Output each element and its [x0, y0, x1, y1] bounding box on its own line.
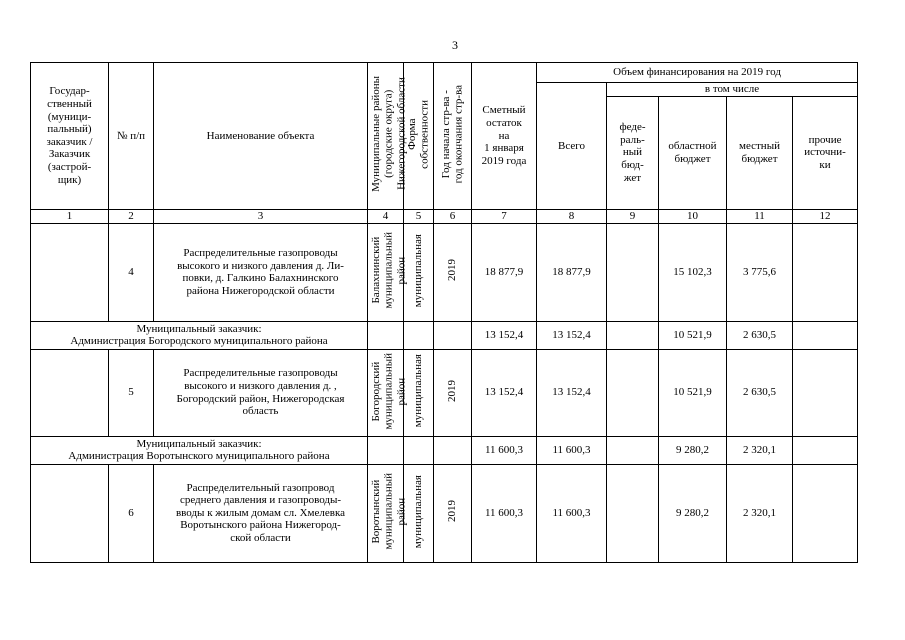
column-number: 1	[31, 209, 109, 223]
header-customer: Государ- ственный (муници- пальный) заказчик / Заказчик (застрой- щик)	[31, 63, 109, 210]
regional-value: 9 280,2	[659, 436, 727, 464]
object-row	[31, 464, 858, 562]
object-row	[31, 223, 858, 321]
column-number: 5	[404, 209, 434, 223]
year-cell	[434, 223, 472, 321]
ownership-text: муниципальная	[412, 354, 425, 428]
total-value: 11 600,3	[537, 436, 607, 464]
total-value: 18 877,9	[537, 223, 607, 321]
column-number: 3	[154, 209, 368, 223]
other-value	[793, 321, 858, 349]
row-number: 6	[109, 464, 154, 562]
ownership-cell	[404, 223, 434, 321]
year-text: 2019	[446, 259, 459, 282]
district-cell	[368, 321, 404, 349]
header-districts: Муниципальные районы (городские округа) Нижегородской области	[368, 63, 404, 210]
year-cell	[434, 436, 472, 464]
customer-label: Муниципальный заказчик: Администрация Богородского муниципального района	[31, 321, 368, 349]
customer-row	[31, 436, 858, 464]
local-value: 2 320,1	[727, 464, 793, 562]
customer-cell	[31, 464, 109, 562]
federal-value	[607, 464, 659, 562]
customer-cell	[31, 223, 109, 321]
federal-value	[607, 223, 659, 321]
ownership-cell	[404, 349, 434, 436]
header-estimate: Сметный остаток на 1 января 2019 года	[472, 63, 537, 210]
district-cell	[368, 349, 408, 436]
header-num: № п/п	[109, 63, 154, 210]
column-number: 6	[434, 209, 472, 223]
year-text: 2019	[446, 379, 459, 402]
object-name: Распределительные газопроводы высокого и низкого давления д. , Богородский район, Нижегородская область	[154, 349, 368, 436]
total-value: 11 600,3	[537, 464, 607, 562]
local-value: 2 630,5	[727, 321, 793, 349]
funding-table	[30, 62, 858, 563]
year-cell	[434, 349, 472, 436]
other-value	[793, 436, 858, 464]
column-number: 8	[537, 209, 607, 223]
header-funding-group: Объем финансирования на 2019 год	[537, 63, 858, 83]
row-number: 4	[109, 223, 154, 321]
local-value: 3 775,6	[727, 223, 793, 321]
customer-row	[31, 321, 858, 349]
column-number: 12	[793, 209, 858, 223]
column-number: 11	[727, 209, 793, 223]
estimate-value: 18 877,9	[472, 223, 537, 321]
column-number-row	[31, 209, 858, 223]
page-number: 3	[452, 38, 458, 52]
district-text: Воротынский муниципальный район	[370, 473, 408, 550]
total-value: 13 152,4	[537, 321, 607, 349]
customer-cell	[31, 349, 109, 436]
year-text: 2019	[446, 500, 459, 523]
year-cell	[434, 464, 472, 562]
ownership-text: муниципальная	[412, 233, 425, 307]
object-name: Распределительные газопроводы высокого и низкого давления д. Ли- повки, д. Галкино Балахнинского района Нижегородской области	[154, 223, 368, 321]
regional-value: 10 521,9	[659, 321, 727, 349]
object-row	[31, 349, 858, 436]
object-name: Распределительный газопровод среднего давления и газопроводы- вводы к жилым домам сл. Хмелевка Воротынского района Нижегород- ской области	[154, 464, 368, 562]
regional-value: 9 280,2	[659, 464, 727, 562]
ownership-cell	[404, 436, 434, 464]
federal-value	[607, 321, 659, 349]
other-value	[793, 223, 858, 321]
ownership-cell	[404, 321, 434, 349]
customer-label: Муниципальный заказчик: Администрация Воротынского муниципального района	[31, 436, 368, 464]
federal-value	[607, 436, 659, 464]
header-ownership: Форма собственности	[404, 63, 434, 210]
header-object-name: Наименование объекта	[154, 63, 368, 210]
column-number: 4	[368, 209, 404, 223]
district-cell	[368, 436, 404, 464]
local-value: 2 320,1	[727, 436, 793, 464]
local-value: 2 630,5	[727, 349, 793, 436]
column-number: 9	[607, 209, 659, 223]
regional-value: 15 102,3	[659, 223, 727, 321]
estimate-value: 13 152,4	[472, 321, 537, 349]
estimate-value: 13 152,4	[472, 349, 537, 436]
other-value	[793, 464, 858, 562]
ownership-cell	[404, 464, 434, 562]
row-number: 5	[109, 349, 154, 436]
column-number: 10	[659, 209, 727, 223]
header-including: в том числе	[607, 83, 858, 97]
other-value	[793, 349, 858, 436]
federal-value	[607, 349, 659, 436]
year-cell	[434, 321, 472, 349]
header-years: Год начала стр-ва - год окончания стр-ва	[434, 63, 472, 210]
column-number: 2	[109, 209, 154, 223]
district-text: Балахнинский муниципальный район	[370, 232, 408, 309]
header-total: Всего	[537, 83, 607, 210]
column-number: 7	[472, 209, 537, 223]
ownership-text: муниципальная	[412, 474, 425, 548]
estimate-value: 11 600,3	[472, 464, 537, 562]
estimate-value: 11 600,3	[472, 436, 537, 464]
total-value: 13 152,4	[537, 349, 607, 436]
district-cell	[368, 464, 408, 562]
header-regional: областной бюджет	[659, 96, 727, 209]
header-federal: феде- раль- ный бюд- жет	[607, 96, 659, 209]
header-other: прочие источни- ки	[793, 96, 858, 209]
district-cell	[368, 223, 408, 321]
header-local: местный бюджет	[727, 96, 793, 209]
regional-value: 10 521,9	[659, 349, 727, 436]
district-text: Богородский муниципальный район	[370, 352, 408, 430]
